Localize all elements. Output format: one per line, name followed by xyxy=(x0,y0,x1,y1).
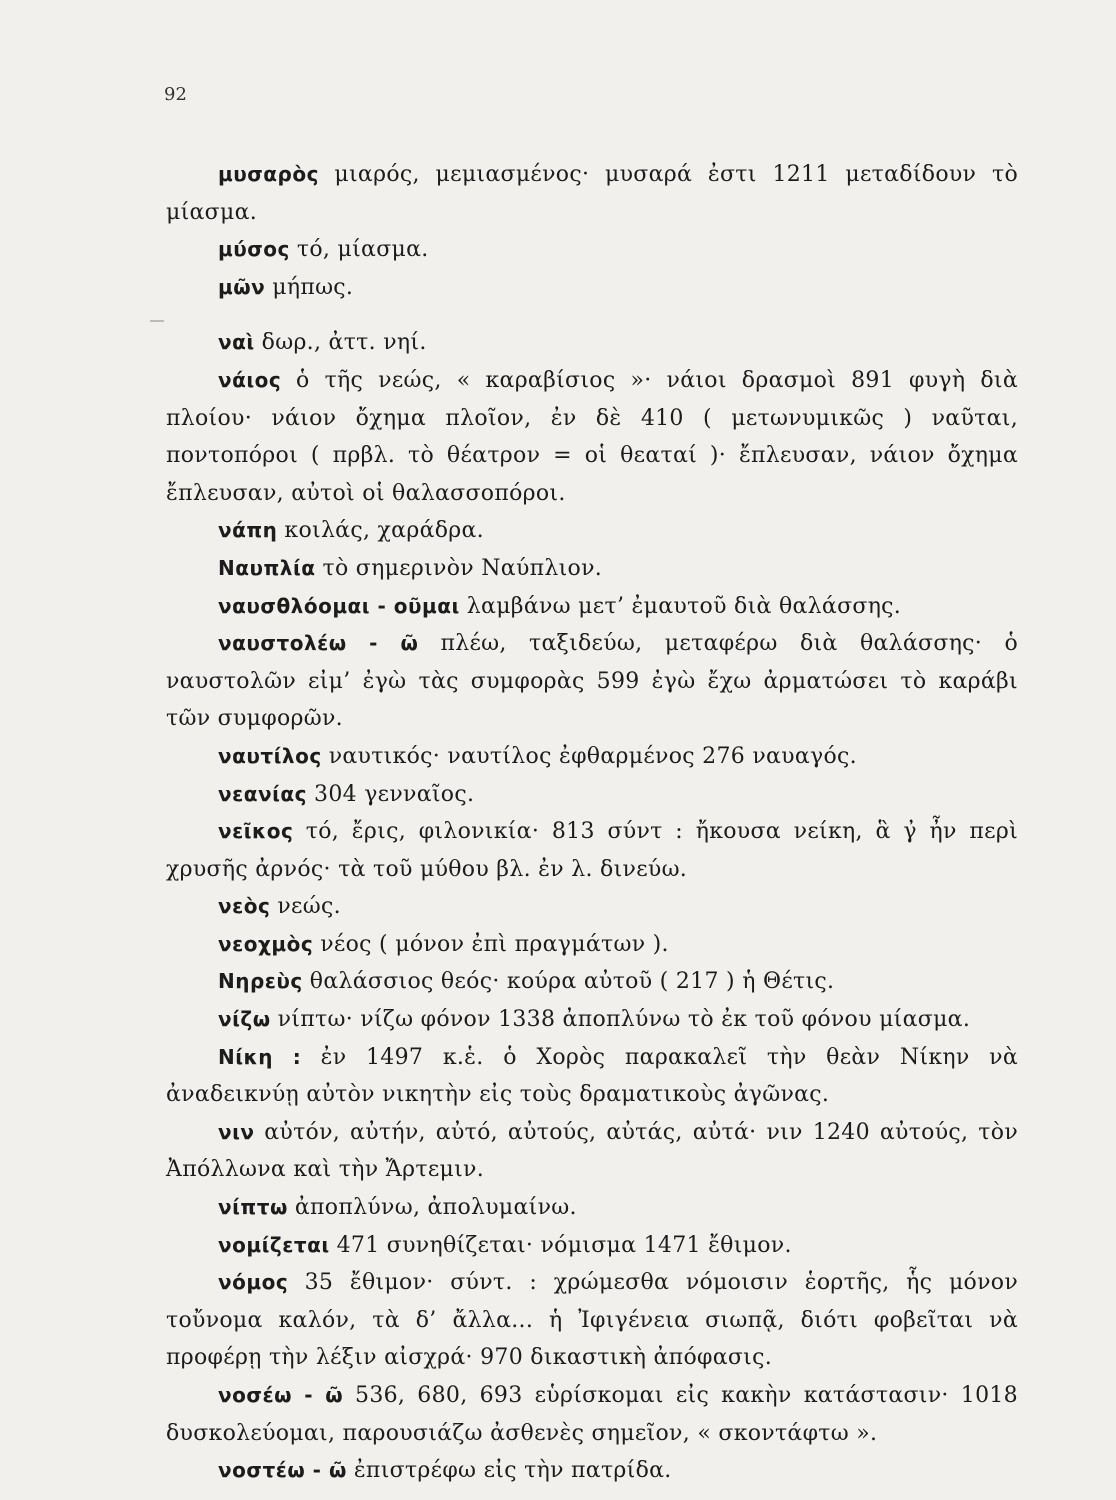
entry-naios xyxy=(166,362,1018,512)
entry-nosteo xyxy=(166,1452,1018,1490)
headword: Ναυπλία xyxy=(218,555,316,580)
entry-naustholoomai xyxy=(166,588,1018,626)
entry-nomizetai xyxy=(166,1227,1018,1265)
headword: νοστέω - ῶ xyxy=(218,1458,347,1483)
headword: Νηρεὺς xyxy=(218,969,303,994)
definition: τὸ σημερινὸν Ναύπλιον. xyxy=(322,555,603,581)
headword: νοσέω - ῶ xyxy=(218,1383,344,1407)
entry-nizo xyxy=(166,1001,1018,1039)
entry-neochmos xyxy=(166,926,1018,964)
definition: μήπως. xyxy=(272,274,354,300)
entry-nipto xyxy=(166,1189,1018,1227)
definition: ὁ τῆς νεώς, « καραβίσιος »· νάιοι δρασμοὶ 891 φυγὴ διὰ πλοίου· νάιον ὄχημα πλοῖον, ἐν δὲ 410 ( μετωνυμικῶς ) ναῦται, ποντοπόροι ( πρβλ. τὸ θέατρον = οἱ θεαταί )· ἔπλευσαν, νάιον ὄχημα ἔπλευσαν, αὐτοὶ οἱ θαλασσοπόροι. xyxy=(166,367,1019,506)
entry-nai xyxy=(166,324,1018,362)
definition: 35 ἔθιμον· σύντ. : χρώμεσθα νόμοισιν ἑορτῆς, ἧς μόνον τοὔνομα καλόν, τὰ δ’ ἄλλα... ἡ Ἰφιγένεια σιωπᾷ, διότι φοβεῖται νὰ προφέρῃ τὴν λέξιν αἰσχρά· 970 δικαστικὴ ἀπόφασις. xyxy=(166,1270,1018,1371)
entry-noseo xyxy=(166,1377,1018,1452)
headword: νιν xyxy=(218,1119,255,1144)
definition: ναυτικός· ναυτίλος ἐφθαρμένος 276 ναυαγός. xyxy=(328,743,857,769)
entry-naustoleo xyxy=(166,625,1018,738)
headword: νεανίας xyxy=(218,781,308,806)
definition: πλέω, ταξιδεύω, μεταφέρω διὰ θαλάσσης· ὁ ναυστολῶν εἰμ’ ἐγὼ τὰς συμφορὰς 599 ἐγὼ ἔχω ἀρματώσει τὸ καράβι τῶν συμφορῶν. xyxy=(166,631,1018,732)
definition: λαμβάνω μετ’ ἐμαυτοῦ διὰ θαλάσσης. xyxy=(466,593,902,619)
page-number: 92 xyxy=(164,84,187,105)
headword: νομίζεται xyxy=(218,1232,330,1257)
definition: ἀποπλύνω, ἀπολυμαίνω. xyxy=(294,1195,577,1221)
entry-neanias xyxy=(166,776,1018,814)
entry-mon xyxy=(166,269,1018,307)
definition: νέος ( μόνον ἐπὶ πραγμάτων ). xyxy=(320,931,669,957)
headword: νίπτω xyxy=(218,1195,288,1220)
definition: τό, ἔρις, φιλονικία· 813 σύντ : ἤκουσα νείκη, ἃ γ̓ ἦν περὶ χρυσῆς ἀρνός· τὰ τοῦ μύθου βλ. ἐν λ. δινεύω. xyxy=(166,819,1018,882)
headword: νεῖκος xyxy=(218,819,294,844)
headword: μυσαρὸς xyxy=(218,162,319,186)
definition: αὐτόν, αὐτήν, αὐτό, αὐτούς, αὐτάς, αὐτά· νιν 1240 αὐτούς, τὸν Ἀπόλλωνα καὶ τὴν Ἄρτεμιν. xyxy=(166,1119,1018,1183)
entry-neos xyxy=(166,888,1018,926)
entry-nape xyxy=(166,512,1018,550)
definition: ἐν 1497 κ.ἑ. ὁ Χορὸς παρακαλεῖ τὴν θεὰν Νίκην νὰ ἀναδεικνύῃ αὐτὸν νικητὴν εἰς τοὺς δραματικοὺς ἀγῶνας. xyxy=(166,1044,1018,1108)
headword: νεοχμὸς xyxy=(218,931,314,956)
headword: ναυσθλόομαι - οῦμαι xyxy=(218,593,460,618)
headword: νίζω xyxy=(218,1007,271,1032)
headword: ναυτίλος xyxy=(218,743,322,768)
definition: θαλάσσιος θεός· κούρα αὐτοῦ ( 217 ) ἡ Θέτις. xyxy=(309,969,835,995)
definition: κοιλάς, χαράδρα. xyxy=(284,518,484,544)
entry-nike xyxy=(166,1039,1018,1114)
definition: νεώς. xyxy=(277,894,341,920)
headword: νάπη xyxy=(218,518,278,543)
scan-mark xyxy=(150,320,164,322)
definition: νίπτω· νίζω φόνον 1338 ἀποπλύνω τὸ ἐκ τοῦ φόνου μίασμα. xyxy=(277,1007,971,1033)
entry-nin xyxy=(166,1114,1018,1189)
definition: μιαρός, μεμιασμένος· μυσαρά ἐστι 1211 μεταδίδουν τὸ μίασμα. xyxy=(166,162,1018,225)
entry-nereus xyxy=(166,963,1018,1001)
headword: ναυστολέω - ῶ xyxy=(218,631,419,656)
headword: νάιος xyxy=(218,367,282,392)
entry-list xyxy=(166,156,1018,1490)
entry-mysaros xyxy=(166,156,1018,231)
definition: δωρ., ἀττ. νηί. xyxy=(261,330,427,356)
headword: Νίκη : xyxy=(218,1044,302,1069)
entry-nautilos xyxy=(166,738,1018,776)
definition: 304 γενναῖος. xyxy=(314,781,475,807)
entry-mysos xyxy=(166,231,1018,269)
entry-nauplia xyxy=(166,550,1018,588)
headword: μῶν xyxy=(218,274,266,299)
headword: μύσος xyxy=(218,237,290,262)
headword: ναὶ xyxy=(218,330,255,355)
headword: νεὸς xyxy=(218,894,271,919)
definition: 536, 680, 693 εὑρίσκομαι εἰς κακὴν κατάστασιν· 1018 δυσκολεύομαι, παρουσιάζω ἀσθενὲς σημεῖον, « σκοντάφτω ». xyxy=(166,1383,1018,1446)
definition: τό, μίασμα. xyxy=(296,237,429,263)
definition: 471 συνηθίζεται· νόμισμα 1471 ἔθιμον. xyxy=(336,1232,792,1258)
headword: νόμος xyxy=(218,1270,289,1295)
definition: ἐπιστρέφω εἰς τὴν πατρίδα. xyxy=(353,1458,672,1484)
entry-nomos xyxy=(166,1264,1018,1377)
entry-neikos xyxy=(166,813,1018,888)
